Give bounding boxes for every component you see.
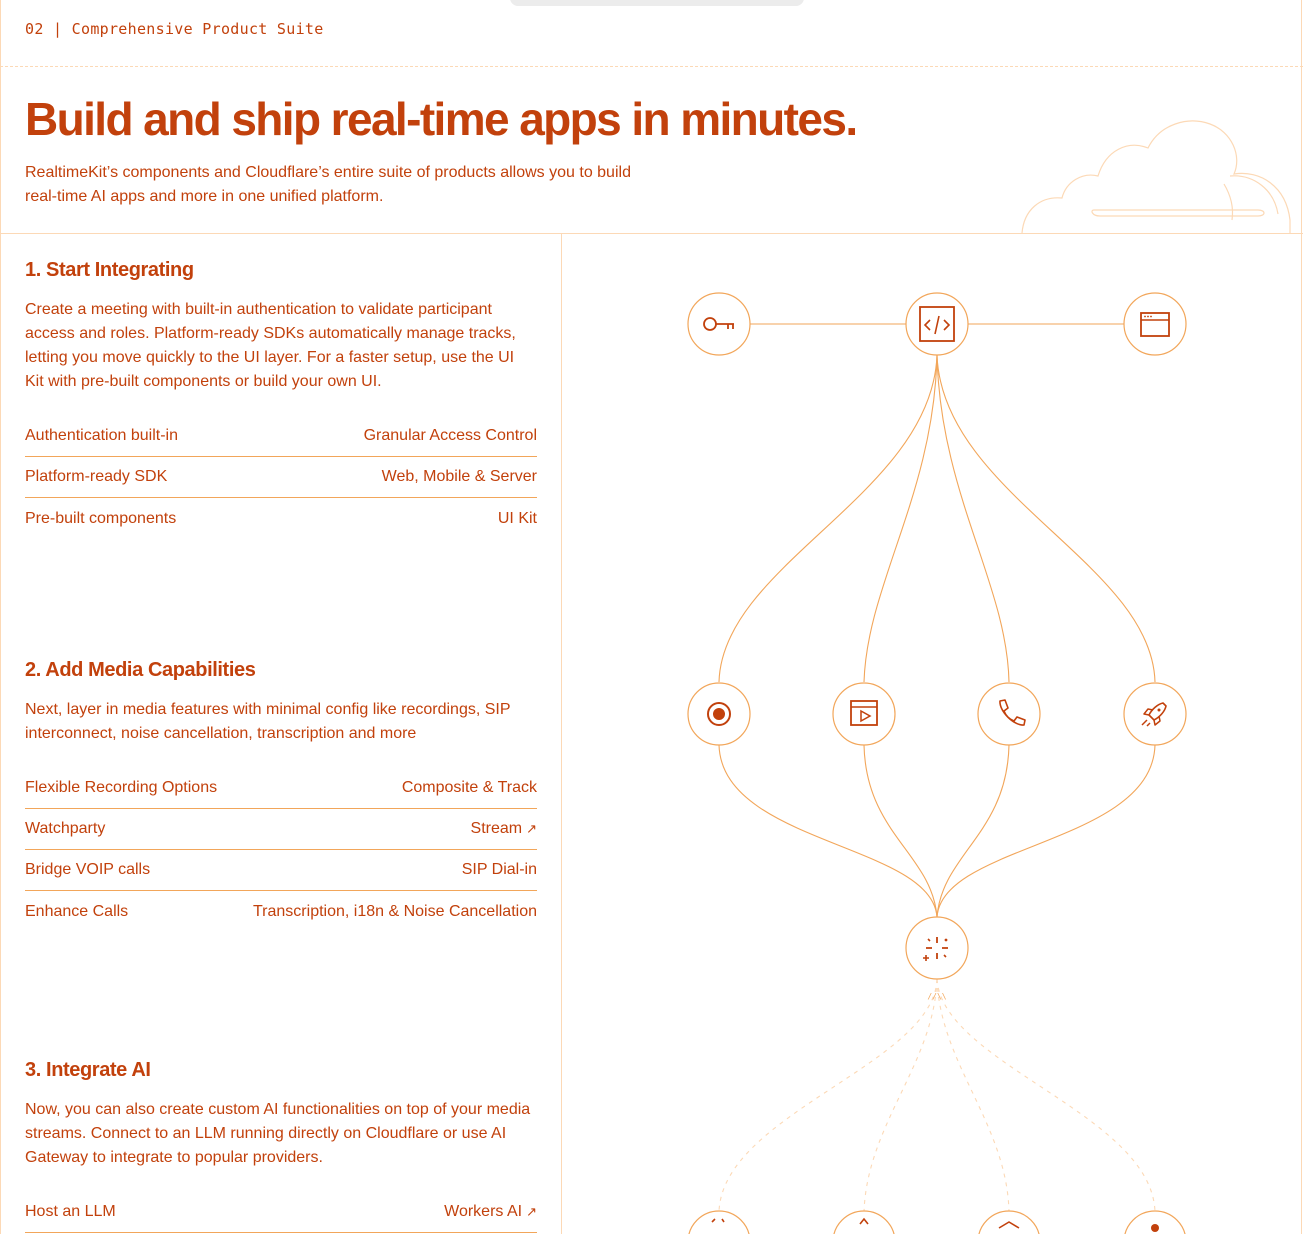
step-title: 2. Add Media Capabilities xyxy=(25,659,256,681)
hero-title: Build and ship real-time apps in minutes. xyxy=(25,93,857,145)
feature-label: Bridge VOIP calls xyxy=(25,861,151,878)
record-icon xyxy=(688,683,750,745)
key-icon xyxy=(688,293,750,355)
stream-link[interactable] xyxy=(471,820,537,838)
feature-label: Host an LLM xyxy=(25,1203,116,1220)
external-link-icon: ↗ xyxy=(526,1204,537,1219)
product-flow-diagram xyxy=(562,234,1302,1234)
feature-row-watchparty xyxy=(25,809,537,850)
feature-label: Platform-ready SDK xyxy=(25,468,168,485)
bottom-node-1 xyxy=(688,1211,750,1234)
step-title: 1. Start Integrating xyxy=(25,259,194,281)
feature-value: Workers AI xyxy=(444,1203,523,1220)
bottom-node-2 xyxy=(833,1211,895,1234)
top-scroll-pill xyxy=(510,0,804,6)
feature-value: Composite & Track xyxy=(401,779,537,796)
feature-row-voip xyxy=(25,850,537,891)
feature-value: Transcription, i18n & Noise Cancellation xyxy=(253,902,537,920)
step-description: Now, you can also create custom AI functionalities on top of your media streams. Connect to an LLM running directly on Cloudflare or use AI Gateway to integrate to popular providers. xyxy=(25,1101,531,1166)
workers-ai-link[interactable] xyxy=(444,1203,537,1221)
feature-row-enhance xyxy=(25,891,537,932)
step-add-media xyxy=(25,659,537,932)
feature-label: Watchparty xyxy=(25,820,106,837)
cloud-illustration xyxy=(1010,110,1302,234)
section-label: 02 | Comprehensive Product Suite xyxy=(25,20,324,38)
feature-row-authentication xyxy=(25,416,537,457)
hero-description: RealtimeKit’s components and Cloudflare’s entire suite of products allows you to build real-time AI apps and more in one unified platform. xyxy=(25,164,631,205)
feature-value: Web, Mobile & Server xyxy=(381,468,537,485)
feature-label: Authentication built-in xyxy=(25,427,178,444)
feature-label: Pre-built components xyxy=(25,509,177,527)
step-description: Next, layer in media features with minimal config like recordings, SIP interconnect, noise cancellation, transcription and more xyxy=(25,701,511,742)
sparkle-ai-icon xyxy=(906,917,968,979)
feature-row-llm xyxy=(25,1192,537,1233)
step-title: 3. Integrate AI xyxy=(25,1059,151,1081)
feature-row-sdk xyxy=(25,457,537,498)
shield-icon xyxy=(978,1211,1040,1234)
feature-row-components xyxy=(25,498,537,539)
connector-lines xyxy=(719,324,1155,917)
frame-left-border xyxy=(0,0,1,1234)
feature-row-recording xyxy=(25,768,537,809)
hub-caption-glyph: //\\ xyxy=(927,992,947,1001)
step-description: Create a meeting with built-in authentication to validate participant access and roles. Platform-ready SDKs automatically manage tracks, letting you move quickly to the UI layer. For a faster setup, use the UI Kit with pre-built components or build your own UI. xyxy=(25,301,516,390)
feature-value: UI Kit xyxy=(497,509,537,527)
section-divider xyxy=(0,66,1303,67)
feature-list xyxy=(25,768,537,932)
phone-icon xyxy=(978,683,1040,745)
feature-value: Granular Access Control xyxy=(363,427,537,444)
step-integrate-ai xyxy=(25,1059,537,1233)
feature-list xyxy=(25,1192,537,1233)
step-start-integrating xyxy=(25,259,537,539)
browser-window-icon xyxy=(1124,293,1186,355)
dashed-ai-lines xyxy=(719,979,1155,1212)
external-link-icon: ↗ xyxy=(526,821,537,836)
feature-list xyxy=(25,416,537,539)
feature-label: Enhance Calls xyxy=(25,902,129,920)
feature-value: SIP Dial-in xyxy=(461,861,537,878)
rocket-icon xyxy=(1124,683,1186,745)
user-icon xyxy=(1124,1211,1186,1234)
feature-label: Flexible Recording Options xyxy=(25,779,218,796)
video-player-icon xyxy=(833,683,895,745)
code-icon xyxy=(906,293,968,355)
feature-value: Stream xyxy=(470,820,523,837)
